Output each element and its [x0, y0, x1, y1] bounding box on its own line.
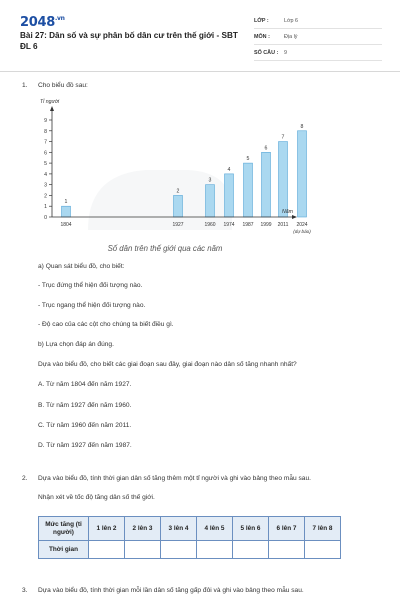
table-cell: [197, 541, 233, 559]
bar-value-label: 4: [227, 166, 231, 173]
forecast-note: (dự báo): [293, 229, 311, 234]
table-cell: [125, 541, 161, 559]
table-cell: [161, 541, 197, 559]
y-tick-label: 8: [44, 128, 47, 135]
x-tick-label: 1927: [172, 222, 184, 228]
chart-bar: [298, 131, 307, 217]
question-2-prompt: 2. Dựa vào biểu đồ, tính thời gian dân số tăng thêm một tỉ người và ghi vào bảng theo mẫu sau.: [22, 475, 311, 482]
bar-value-label: 6: [264, 145, 268, 152]
document-meta: [254, 13, 382, 61]
bar-value-label: 8: [300, 123, 304, 130]
y-axis-arrow: [50, 106, 54, 111]
y-tick-label: 1: [44, 204, 47, 211]
x-axis-arrow: [292, 215, 297, 219]
table-cell: [269, 541, 305, 559]
table-column-header: 6 lên 7: [269, 517, 305, 541]
chart-bar: [262, 152, 271, 217]
bar-value-label: 2: [176, 188, 180, 195]
y-tick-label: 9: [44, 118, 47, 124]
table-row-header: Thời gian: [39, 541, 89, 559]
question-1-line: a) Quan sát biểu đồ, cho biết:: [38, 263, 125, 270]
x-tick-label: 1804: [60, 222, 72, 228]
y-tick-label: 0: [44, 215, 47, 221]
table-column-header: 2 lên 3: [125, 517, 161, 541]
question-1-line: - Độ cao của các cột cho chúng ta biết điều gì.: [38, 321, 174, 328]
table-row: [39, 541, 341, 559]
document-title: Bài 27: Dân số và sự phân bố dân cư trên thế giới - SBT ĐL 6: [20, 31, 238, 51]
y-tick-label: 5: [44, 161, 47, 168]
page-header: [0, 0, 400, 72]
question-3-prompt: 3. Dựa vào biểu đồ, tính thời gian mỗi lần dân số tăng gấp đôi và ghi vào bảng theo mẫu sau.: [22, 587, 304, 594]
chart-bar: [279, 142, 288, 217]
y-tick-label: 3: [44, 182, 47, 189]
y-axis-label: Tỉ người: [40, 99, 60, 105]
meta-question-count: SỐ CÂU : 9: [254, 45, 382, 61]
question-1-line: Dựa vào biểu đồ, cho biết các giai đoạn sau đây, giai đoạn nào dân số tăng nhanh nhất?: [38, 361, 297, 368]
table-column-header: 4 lên 5: [197, 517, 233, 541]
x-tick-label: 1999: [260, 222, 272, 228]
table-cell: [89, 541, 125, 559]
x-tick-label: 1960: [204, 222, 216, 228]
question-1-prompt: 1. Cho biểu đồ sau:: [22, 82, 88, 89]
y-tick-label: 6: [44, 150, 47, 157]
bar-value-label: 7: [281, 134, 285, 141]
chart-bar: [62, 206, 71, 217]
chart-bar: [225, 174, 234, 217]
x-tick-label: 1974: [223, 222, 235, 228]
table-column-header: 7 lên 8: [305, 517, 341, 541]
bar-value-label: 3: [208, 177, 212, 184]
table-cell: [233, 541, 269, 559]
chart-bar: [206, 185, 215, 217]
table-cell: [305, 541, 341, 559]
bar-value-label: 5: [246, 156, 250, 163]
question-1-line: - Trục ngang thể hiện đối tượng nào.: [38, 302, 146, 309]
table-column-header: 5 lên 6: [233, 517, 269, 541]
question-2-prompt-2: Nhận xét về tốc độ tăng dân số thế giới.: [38, 494, 155, 501]
chart-bar: [174, 195, 183, 217]
answer-option-c: C. Từ năm 1960 đến năm 2011.: [38, 422, 132, 429]
answer-option-b: B. Từ năm 1927 đến năm 1960.: [38, 402, 132, 409]
answer-option-d: D. Từ năm 1927 đến năm 1987.: [38, 442, 132, 449]
y-tick-label: 7: [44, 139, 47, 146]
x-tick-label: 2011: [277, 222, 289, 228]
table-row: [39, 517, 341, 541]
question-1-line: b) Lựa chọn đáp án đúng.: [38, 341, 114, 348]
table-column-header: 3 lên 4: [161, 517, 197, 541]
x-tick-label: 2024: [296, 222, 308, 228]
bar-value-label: 1: [64, 199, 68, 206]
growth-time-table: [38, 516, 341, 559]
table-column-header: 1 lên 2: [89, 517, 125, 541]
table-row-header: Mức tăng (tỉ người): [39, 517, 89, 541]
meta-subject: MÔN : Địa lý: [254, 29, 382, 45]
site-logo[interactable]: $2048^{.vn}$: [20, 15, 65, 30]
chart-bar: [244, 163, 253, 217]
chart-caption: Số dân trên thế giới qua các năm: [107, 244, 223, 253]
meta-grade: LỚP : Lớp 6: [254, 13, 382, 29]
y-tick-label: 4: [44, 171, 47, 178]
population-bar-chart: [28, 92, 328, 242]
x-tick-label: 1987: [242, 222, 254, 228]
y-tick-label: 2: [44, 193, 47, 200]
question-1-line: - Trục đứng thể hiện đối tượng nào.: [38, 282, 143, 289]
x-axis-label: Năm: [282, 209, 293, 215]
answer-option-a: A. Từ năm 1804 đến năm 1927.: [38, 381, 132, 388]
